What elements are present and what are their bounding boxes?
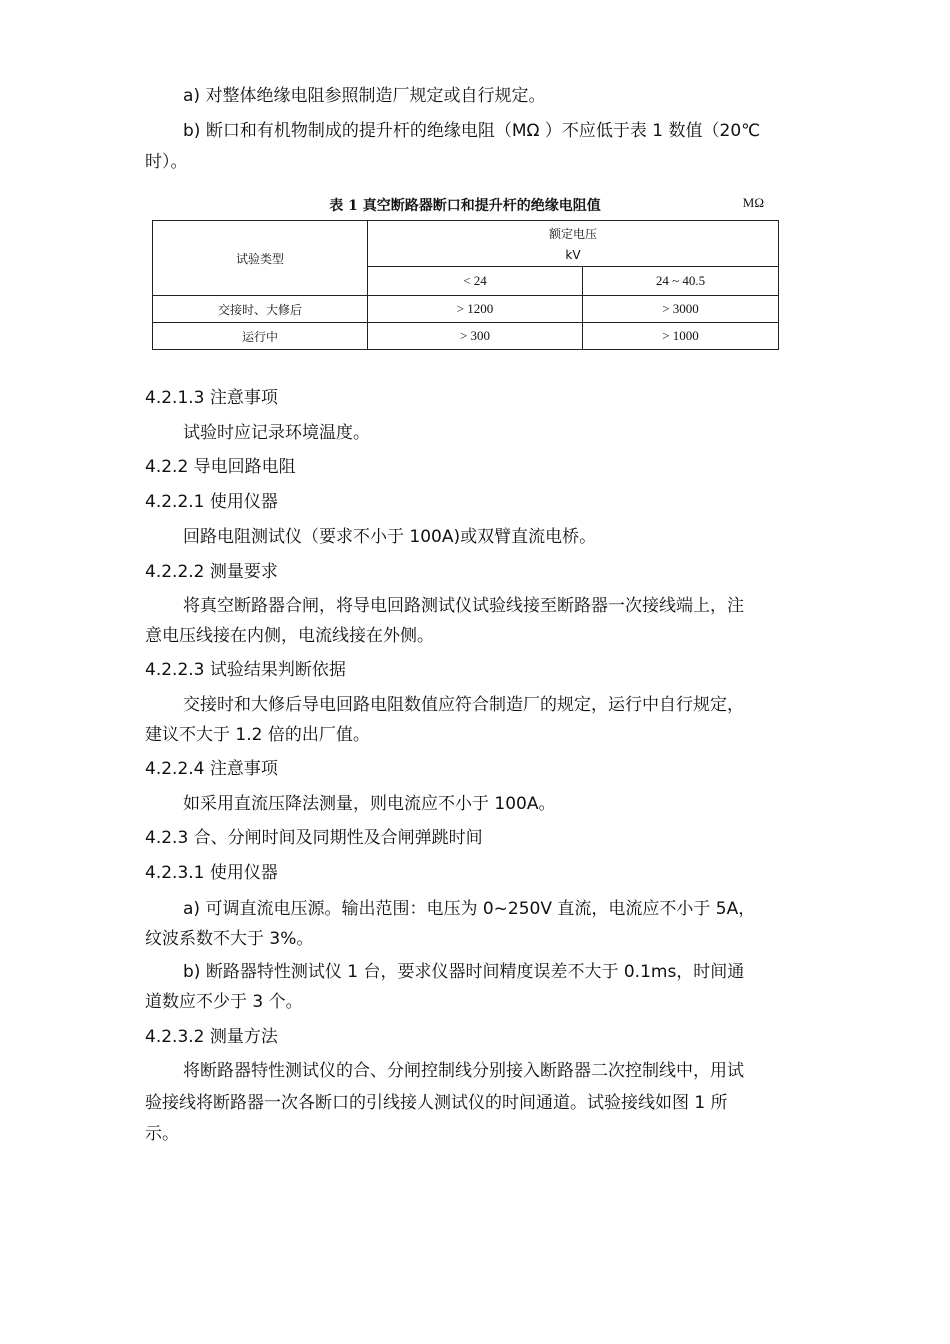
table-row-label: 交接时、大修后 xyxy=(153,296,368,323)
paragraph-line: 验接线将断路器一次各断口的引线接人测试仪的时间通道。试验接线如图 1 所 xyxy=(145,1093,728,1113)
paragraph-line: 将断路器特性测试仪的合、分闸控制线分别接入断路器二次控制线中，用试 xyxy=(183,1061,744,1081)
paragraph-line: 如采用直流压降法测量，则电流应不小于 100A。 xyxy=(183,794,556,814)
table-title: 表 1 真空断路器断口和提升杆的绝缘电阻值 xyxy=(329,198,601,214)
rated-voltage-label: 额定电压 xyxy=(548,227,597,241)
table-header-col1: < 24 xyxy=(368,267,583,296)
paragraph-line: 纹波系数不大于 3%。 xyxy=(145,929,314,949)
paragraph-line: 时）。 xyxy=(145,152,188,172)
section-heading: 4.2.2.1 使用仪器 xyxy=(145,492,278,512)
table-cell: > 300 xyxy=(368,323,583,350)
rated-voltage-unit: kV xyxy=(565,248,581,262)
insulation-resistance-table xyxy=(152,220,779,350)
section-heading: 4.2.2.4 注意事项 xyxy=(145,759,278,779)
table-cell: > 1000 xyxy=(583,323,779,350)
section-heading: 4.2.2.3 试验结果判断依据 xyxy=(145,660,346,680)
paragraph-line: 将真空断路器合闸，将导电回路测试仪试验线接至断路器一次接线端上，注 xyxy=(183,596,744,616)
paragraph-line: 试验时应记录环境温度。 xyxy=(183,423,370,443)
table-header-rated-voltage xyxy=(368,221,779,267)
table-caption xyxy=(152,193,778,215)
table-cell: > 3000 xyxy=(583,296,779,323)
section-heading: 4.2.3.2 测量方法 xyxy=(145,1027,278,1047)
paragraph-line: 意电压线接在内侧，电流线接在外侧。 xyxy=(145,626,434,646)
section-heading: 4.2.3 合、分闸时间及同期性及合闸弹跳时间 xyxy=(145,828,483,848)
table-row-label: 运行中 xyxy=(153,323,368,350)
table-header-col2: 24 ~ 40.5 xyxy=(583,267,779,296)
paragraph-line: 回路电阻测试仪（要求不小于 100A)或双臂直流电桥。 xyxy=(183,527,597,547)
section-heading: 4.2.2 导电回路电阻 xyxy=(145,457,296,477)
paragraph-line: a) 可调直流电压源。输出范围：电压为 0~250V 直流，电流应不小于 5A， xyxy=(183,899,756,919)
paragraph-line: 交接时和大修后导电回路电阻数值应符合制造厂的规定，运行中自行规定， xyxy=(183,695,744,715)
table-cell: > 1200 xyxy=(368,296,583,323)
table-header-test-type: 试验类型 xyxy=(153,221,368,296)
paragraph-line: a) 对整体绝缘电阻参照制造厂规定或自行规定。 xyxy=(183,86,546,106)
table-row xyxy=(153,296,779,323)
table-row xyxy=(153,323,779,350)
table-unit: MΩ xyxy=(742,195,764,210)
paragraph-line: 示。 xyxy=(145,1124,179,1144)
paragraph-line: b) 断路器特性测试仪 1 台，要求仪器时间精度误差不大于 0.1ms，时间通 xyxy=(183,962,745,982)
section-heading: 4.2.2.2 测量要求 xyxy=(145,562,278,582)
paragraph-line: 道数应不少于 3 个。 xyxy=(145,992,303,1012)
paragraph-line: 建议不大于 1.2 倍的出厂值。 xyxy=(145,725,370,745)
section-heading: 4.2.3.1 使用仪器 xyxy=(145,863,278,883)
section-heading: 4.2.1.3 注意事项 xyxy=(145,388,278,408)
paragraph-line: b) 断口和有机物制成的提升杆的绝缘电阻（MΩ ）不应低于表 1 数值（20℃ xyxy=(183,121,761,141)
